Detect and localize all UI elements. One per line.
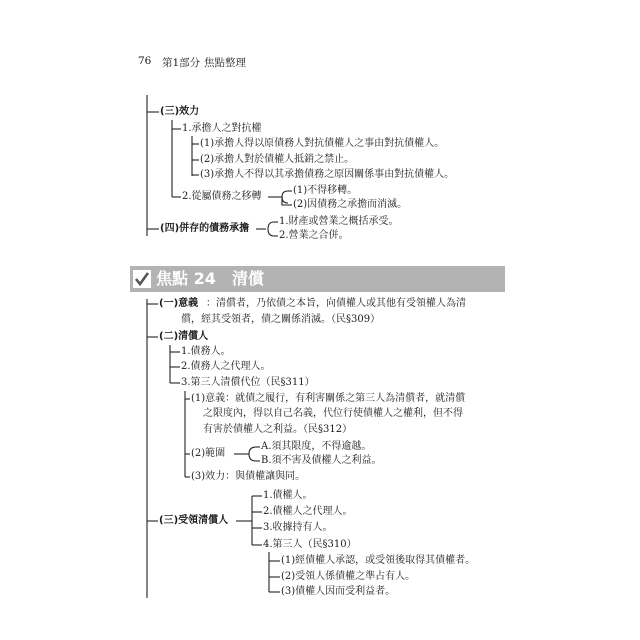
outline-subitem: B.須不害及債權人之利益。	[261, 455, 382, 466]
section-heading-receiver: (三)受領清償人	[159, 515, 229, 526]
section-heading-parallel: (四)併存的債務承擔	[160, 223, 250, 234]
outline-subitem: (3)承擔人不得以其承擔債務之原因關係事由對抗債權人。	[200, 169, 455, 180]
outline-subitem: (1)承擔人得以原債務人對抗債權人之事由對抗債權人。	[200, 138, 445, 149]
outline-item: 1.承擔人之對抗權	[182, 123, 262, 134]
meaning-text-line: ：清償者，乃依債之本旨，向債權人或其他有受領權人為清	[206, 298, 466, 309]
outline-item: 3.收據持有人。	[263, 522, 333, 533]
outline-item: 2.債務人之代理人。	[181, 361, 271, 372]
outline-subitem: (1)經債權人承認，或受領後取得其債權者。	[281, 555, 476, 566]
outline-item: 1.債權人。	[263, 490, 313, 501]
outline-item: 3.第三人清償代位（民§311）	[181, 377, 315, 388]
outline-item: 4.第三人（民§310）	[263, 539, 357, 550]
outline-subitem: 1.財產或營業之概括承受。	[279, 216, 399, 227]
checkbox-check-icon	[132, 269, 152, 289]
outline-item: 2.從屬債務之移轉	[182, 191, 262, 202]
outline-subitem: 有害於債權人之利益。（民§312）	[203, 424, 353, 435]
section-heading-meaning: (一)意義	[159, 298, 199, 309]
focus-title: 清償	[232, 269, 265, 288]
section-heading-payer: (二)清償人	[159, 331, 209, 342]
outline-subitem: (1)意義：就債之履行，有利害關係之第三人為清償者，就清償	[191, 393, 466, 404]
outline-subitem: (2)承擔人對於債權人抵銷之禁止。	[200, 154, 355, 165]
outline-subitem: A.須其限度，不得逾越。	[261, 441, 372, 452]
section-heading-effect: (三)效力	[160, 106, 200, 117]
page-number: 76	[138, 55, 152, 67]
outline-subitem: (3)效力：與債權讓與同。	[191, 471, 306, 482]
chapter-title: 焦點整理	[204, 57, 246, 69]
part-label: 第1部分	[162, 57, 201, 69]
outline-subitem: (3)債權人因而受利益者。	[281, 586, 396, 597]
outline-subitem: 之限度內，得以自己名義，代位行使債權人之權利，但不得	[203, 408, 463, 419]
outline-subitem: 2.營業之合併。	[279, 230, 349, 241]
outline-subitem: (1)不得移轉。	[293, 185, 358, 196]
outline-item: 1.債務人。	[181, 346, 231, 357]
outline-subitem: (2)範圍	[191, 448, 226, 459]
focus-number: 焦點 24	[156, 269, 216, 288]
outline-subitem: (2)受領人係債權之準占有人。	[281, 571, 416, 582]
outline-item: 2.債權人之代理人。	[263, 506, 353, 517]
meaning-text-line: 償，經其受領者，債之關係消滅。（民§309）	[181, 314, 381, 325]
outline-subitem: (2)因債務之承擔而消滅。	[293, 199, 408, 210]
